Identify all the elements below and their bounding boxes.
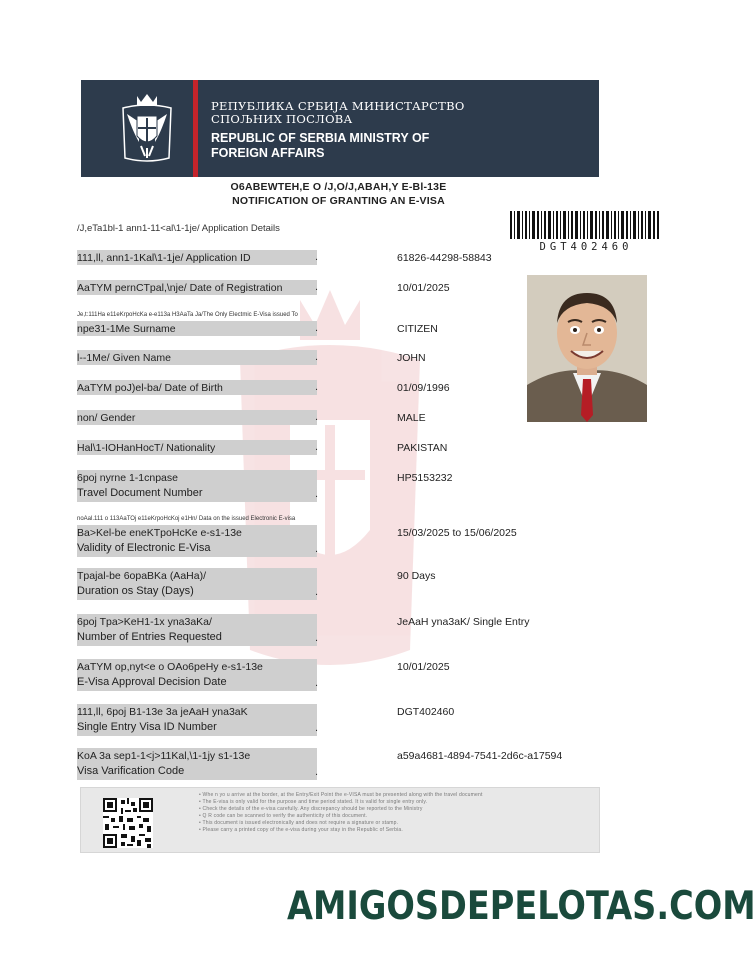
fineprint-line: • Check the details of the e-visa carefully. Any discrepancy should be reported to the Ministry — [199, 806, 423, 812]
detail-row-label: npe31-1Me Surname — [77, 323, 176, 335]
header-cyrillic-title — [211, 100, 581, 126]
detail-row-label: l--1Me/ Given Name — [77, 352, 171, 364]
detail-row-label: Ba>Kel-be eneKTpoHcKe e-s1-13e — [77, 527, 242, 539]
detail-row-label-english: Visa Varification Code — [77, 765, 185, 777]
detail-row-label-english: Duration os Stay (Days) — [77, 585, 194, 597]
detail-row-note: noAal.111 o 113AaTOj e11eKrpoHcKoj e1Hn/ Data on the issued Electronic E-visa — [77, 516, 296, 522]
detail-row-label-english: Number of Entries Requested — [77, 631, 222, 643]
fineprint-line: • Q R code can be scanned to verify the authenticity of this document. — [199, 813, 368, 819]
detail-row-value: 90 Days — [397, 570, 436, 582]
detail-row-value: a59a4681-4894-7541-2d6c-a17594 — [397, 750, 563, 762]
detail-row-label: AaTYM op,nyt<e o OAo6peHy e-s1-13e — [77, 661, 263, 673]
serbia-coat-of-arms-icon — [119, 92, 175, 164]
detail-row-separator: . — [315, 251, 319, 263]
detail-row-label-english: Validity of Electronic E-Visa — [77, 542, 211, 554]
detail-row-separator: . — [315, 381, 319, 393]
detail-row-separator: . — [315, 632, 319, 644]
applicant-photo — [527, 275, 647, 422]
detail-row-value: 10/01/2025 — [397, 661, 450, 673]
detail-row-note: Je,t:111Ha e11eKrpoHcKa e-e113a H3AaTa Ja/The Only Electmic E-Visa issued To — [77, 312, 298, 318]
detail-row-value: HP5153232 — [397, 472, 453, 484]
detail-row-separator: . — [315, 543, 319, 555]
cyrillic-line-1: РЕПУБЛИКА СРБИЈА МИНИСТАРСТВО — [211, 99, 465, 113]
detail-row-label: 111,ll, ann1-1Kal\1-1je/ Application ID — [77, 252, 251, 264]
qr-code-icon[interactable] — [103, 798, 153, 848]
detail-row-separator: . — [315, 722, 319, 734]
detail-row-label: AaTYM pernCTpal,\nje/ Date of Registration — [77, 282, 283, 294]
detail-row-value: JeAaH yna3aK/ Single Entry — [397, 616, 530, 628]
detail-row-label-english: E-Visa Approval Decision Date — [77, 676, 227, 688]
detail-row-label: Hal\1-IOHanHocT/ Nationality — [77, 442, 216, 454]
brand-watermark[interactable]: AMIGOSDEPELOTAS.COM — [287, 884, 756, 929]
detail-row-value: PAKISTAN — [397, 442, 448, 454]
detail-row-value: CITIZEN — [397, 323, 438, 335]
barcode-icon — [510, 211, 660, 239]
detail-row-label: non/ Gender — [77, 412, 136, 424]
footer-fineprint — [199, 792, 589, 834]
detail-row-separator: . — [315, 488, 319, 500]
detail-row-separator: . — [315, 677, 319, 689]
detail-row-value: 10/01/2025 — [397, 282, 450, 294]
english-line-1: REPUBLIC OF SERBIA MINISTRY OF — [211, 131, 430, 145]
detail-row-value: DGT402460 — [397, 706, 455, 718]
detail-row-label: 111,ll, 6poj B1-13e 3a jeAaH yna3aK — [77, 706, 248, 718]
ministry-header — [81, 80, 599, 177]
english-line-2: FOREIGN AFFAIRS — [211, 146, 325, 160]
fineprint-line: • Please carry a printed copy of the e-visa during your stay in the Republic of Serbia. — [199, 827, 403, 833]
detail-row-value: MALE — [397, 412, 426, 424]
detail-row-value: 01/09/1996 — [397, 382, 450, 394]
cyrillic-line-2: СПОЉНИХ ПОСЛОВА — [211, 112, 353, 126]
detail-row-separator: . — [315, 281, 319, 293]
detail-row-separator: . — [315, 322, 319, 334]
detail-row-label: 6poj Tpa>KeH1-1x yna3aKa/ — [77, 616, 212, 628]
detail-row-label-english: Travel Document Number — [77, 487, 203, 499]
detail-row-value: 61826-44298-58843 — [397, 252, 492, 264]
detail-row-separator: . — [315, 441, 319, 453]
detail-row-separator: . — [315, 586, 319, 598]
detail-row-separator: . — [315, 411, 319, 423]
detail-row-label: KoA 3a sep1-1<j>11Kal,\1-1jy s1-13e — [77, 750, 251, 762]
footer-panel — [80, 787, 600, 853]
detail-row-label: 6poj nyrne 1-1cnpase — [77, 472, 178, 484]
fineprint-line: • The E-visa is only valid for the purpose and time period stated. It is valid for single entry only. — [199, 799, 428, 805]
document-title — [0, 180, 677, 208]
detail-row-label-english: Single Entry Visa ID Number — [77, 721, 217, 733]
fineprint-line: • Whe n yo u arrive at the border, at the Entry/Exit Point the e-VISA must be presented along with the travel document — [199, 792, 483, 798]
detail-row-label: Tpajal-be 6opaBKa (AaHa)/ — [77, 570, 206, 582]
detail-row-separator: . — [315, 766, 319, 778]
header-english-title — [211, 131, 581, 161]
header-accent-line — [193, 80, 198, 177]
detail-row-separator: . — [315, 351, 319, 363]
detail-row-value: JOHN — [397, 352, 426, 364]
detail-row-label: AaTYM poJ)el-ba/ Date of Birth — [77, 382, 223, 394]
document-title-english: NOTIFICATION OF GRANTING AN E-VISA — [232, 195, 445, 207]
detail-row-value: 15/03/2025 to 15/06/2025 — [397, 527, 517, 539]
fineprint-line: • This document is issued electronically and does not require a signature or stamp. — [199, 820, 399, 826]
barcode-number: DGT402460 — [539, 241, 633, 253]
section-heading: /J,eTa1bl-1 ann1-11<al\1-1je/ Application Details — [77, 223, 280, 234]
document-title-serbian: O6ABEWTEH,E O /J,O/J,ABAH,Y E-Bl-13E — [230, 181, 447, 193]
